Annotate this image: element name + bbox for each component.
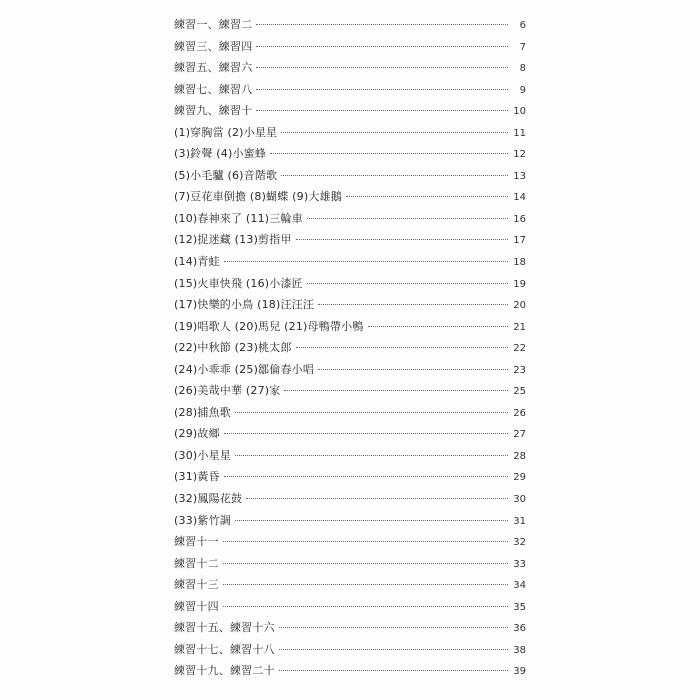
toc-entry-page: 21 <box>513 321 526 333</box>
dot-leader <box>318 369 508 370</box>
toc-entry-page: 32 <box>513 537 526 549</box>
toc-entry-title: 練習三、練習四 <box>174 39 253 53</box>
toc-entry <box>174 102 526 124</box>
toc-entry-page: 31 <box>513 515 526 527</box>
toc-entry-page: 36 <box>513 623 526 635</box>
dot-leader <box>224 433 508 434</box>
toc-entry-title: (12)捉迷藏 (13)剪指甲 <box>174 233 292 247</box>
toc-entry <box>174 16 526 38</box>
toc-entry-page: 14 <box>513 192 526 204</box>
dot-leader <box>224 476 508 477</box>
toc-entry <box>174 576 526 598</box>
toc-entry-title: (31)黃昏 <box>174 470 220 484</box>
toc-entry <box>174 210 526 232</box>
toc-entry-page: 25 <box>513 386 526 398</box>
toc-entry <box>174 124 526 146</box>
toc-entry <box>174 231 526 253</box>
toc-entry-title: (19)唱歌人 (20)馬兒 (21)母鴨帶小鴨 <box>174 319 364 333</box>
dot-leader <box>256 89 508 90</box>
dot-leader <box>223 541 508 542</box>
toc-entry <box>174 361 526 383</box>
dot-leader <box>307 218 508 219</box>
dot-leader <box>368 326 508 327</box>
toc-entry-title: (24)小乖乖 (25)鄒倫春小唱 <box>174 362 315 376</box>
toc-entry-page: 22 <box>513 343 526 355</box>
toc-entry <box>174 81 526 103</box>
toc-entry <box>174 59 526 81</box>
toc-entry <box>174 296 526 318</box>
dot-leader <box>279 649 508 650</box>
toc-entry <box>174 404 526 426</box>
toc-entry-page: 20 <box>513 300 526 312</box>
dot-leader <box>223 584 508 585</box>
toc-entry-page: 12 <box>513 149 526 161</box>
toc-entry-title: 練習十二 <box>174 556 219 570</box>
toc-entry-title: 練習七、練習八 <box>174 82 253 96</box>
dot-leader <box>235 520 508 521</box>
dot-leader <box>223 606 508 607</box>
dot-leader <box>279 670 508 671</box>
toc-entry-title: 練習九、練習十 <box>174 104 253 118</box>
toc-entry-title: (30)小星星 <box>174 448 231 462</box>
toc-entry-title: (15)火車快飛 (16)小漆匠 <box>174 276 303 290</box>
toc-entry-title: (17)快樂的小鳥 (18)汪汪汪 <box>174 298 315 312</box>
toc-entry-page: 18 <box>513 257 526 269</box>
toc-entry <box>174 619 526 641</box>
toc-entry <box>174 275 526 297</box>
toc-entry <box>174 145 526 167</box>
dot-leader <box>284 390 508 391</box>
toc-entry-title: 練習十五、練習十六 <box>174 621 275 635</box>
toc-entry-page: 9 <box>519 84 526 96</box>
toc-entry <box>174 253 526 275</box>
dot-leader <box>235 412 508 413</box>
toc-entry-page: 17 <box>513 235 526 247</box>
toc-entry-page: 34 <box>513 580 526 592</box>
toc-entry-title: 練習十四 <box>174 599 219 613</box>
toc-entry-page: 7 <box>519 41 526 53</box>
dot-leader <box>246 498 508 499</box>
toc-entry <box>174 38 526 60</box>
dot-leader <box>281 132 508 133</box>
toc-entry-title: 練習一、練習二 <box>174 18 253 31</box>
toc-entry-page: 8 <box>519 63 526 75</box>
toc-entry-title: (26)美哉中華 (27)家 <box>174 384 281 398</box>
toc-entry-title: (29)故鄉 <box>174 427 220 441</box>
toc-entry-page: 6 <box>519 20 526 31</box>
dot-leader <box>256 24 508 25</box>
dot-leader <box>256 110 508 111</box>
toc-entry-title: 練習十三 <box>174 578 219 592</box>
dot-leader <box>281 175 508 176</box>
toc-entry-title: (10)春神來了 (11)三輪車 <box>174 211 303 225</box>
dot-leader <box>256 67 508 68</box>
dot-leader <box>270 153 508 154</box>
toc-entry <box>174 382 526 404</box>
toc-entry <box>174 318 526 340</box>
toc-entry <box>174 468 526 490</box>
toc-entry <box>174 447 526 469</box>
toc-entry-title: 練習十七、練習十八 <box>174 642 275 656</box>
toc-entry-title: 練習五、練習六 <box>174 61 253 75</box>
dot-leader <box>346 196 508 197</box>
toc-entry <box>174 188 526 210</box>
toc-entry-page: 39 <box>513 666 526 678</box>
dot-leader <box>235 455 508 456</box>
toc-entry-page: 27 <box>513 429 526 441</box>
toc-entry-page: 29 <box>513 472 526 484</box>
toc-entry-page: 13 <box>513 170 526 182</box>
dot-leader <box>223 563 508 564</box>
toc-entry <box>174 339 526 361</box>
dot-leader <box>296 347 508 348</box>
toc-entry-title: (28)捕魚歌 <box>174 405 231 419</box>
toc-entry <box>174 662 526 684</box>
dot-leader <box>296 239 508 240</box>
toc-entry <box>174 598 526 620</box>
toc-entry-title: (7)豆花車倒擔 (8)蝴蝶 (9)大雄鵝 <box>174 190 342 204</box>
toc-entry <box>174 167 526 189</box>
toc-entry-title: (5)小毛驢 (6)音階歌 <box>174 168 278 182</box>
toc-entry-page: 10 <box>513 106 526 118</box>
toc-entry-page: 23 <box>513 364 526 376</box>
toc-entry <box>174 555 526 577</box>
dot-leader <box>307 283 508 284</box>
table-of-contents <box>174 16 526 684</box>
toc-entry-page: 30 <box>513 494 526 506</box>
toc-entry-page: 28 <box>513 450 526 462</box>
toc-entry-page: 26 <box>513 407 526 419</box>
toc-entry-title: (3)鈴聲 (4)小蜜蜂 <box>174 147 267 161</box>
toc-entry-page: 35 <box>513 601 526 613</box>
toc-entry-title: (33)紫竹調 <box>174 513 231 527</box>
toc-entry-title: 練習十一 <box>174 535 219 549</box>
dot-leader <box>279 627 508 628</box>
dot-leader <box>318 304 508 305</box>
toc-entry-page: 19 <box>513 278 526 290</box>
dot-leader <box>224 261 508 262</box>
toc-entry <box>174 533 526 555</box>
toc-entry-page: 33 <box>513 558 526 570</box>
toc-entry-page: 11 <box>513 127 526 139</box>
toc-entry-page: 16 <box>513 213 526 225</box>
toc-entry <box>174 641 526 663</box>
toc-entry <box>174 425 526 447</box>
toc-entry <box>174 512 526 534</box>
toc-entry-title: 練習十九、練習二十 <box>174 664 275 678</box>
toc-entry-title: (32)鳳陽花鼓 <box>174 492 243 506</box>
dot-leader <box>256 46 508 47</box>
toc-entry-page: 38 <box>513 644 526 656</box>
toc-entry-title: (14)青蛙 <box>174 255 220 269</box>
toc-entry-title: (1)穿胸當 (2)小星星 <box>174 125 278 139</box>
toc-entry <box>174 490 526 512</box>
toc-entry-title: (22)中秋節 (23)桃太郎 <box>174 341 292 355</box>
